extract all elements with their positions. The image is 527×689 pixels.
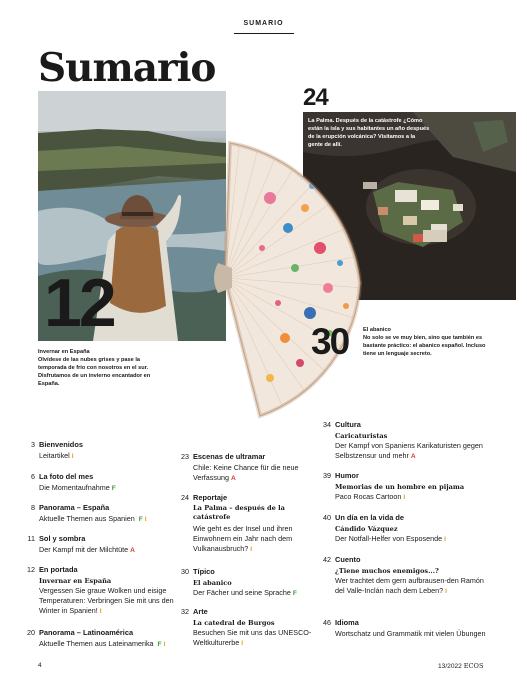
toc-description <box>39 451 189 462</box>
toc-page-number: 42 <box>323 555 331 564</box>
caption-invernar <box>38 348 168 388</box>
toc-page-number: 34 <box>323 420 331 429</box>
toc-article-title: Invernar en España <box>39 577 112 585</box>
toc-section-title: Típico <box>193 567 215 576</box>
toc-page-number: 12 <box>27 565 35 574</box>
toc-description <box>335 576 495 597</box>
level-badge-f: F <box>157 641 162 648</box>
toc-page-number: 24 <box>181 493 189 502</box>
caption-abanico-title: El abanico <box>363 327 391 333</box>
toc-page-number: 6 <box>31 472 35 481</box>
toc-article-title: El abanico <box>193 579 232 587</box>
toc-description-text: Chile: Keine Chance für die neue Verfassung <box>193 463 299 482</box>
toc-page-number: 30 <box>181 567 189 576</box>
toc-section-title: Bienvenidos <box>39 440 83 449</box>
toc-section-title: La foto del mes <box>39 472 94 481</box>
toc-page-number: 40 <box>323 513 331 522</box>
toc-section-title: Cuento <box>335 555 361 564</box>
caption-la-palma-text: ¿Cómo están la isla y sus habitantes un año después de la erupción volcánica? Visitamos a la gente de allí. <box>308 118 430 148</box>
caption-invernar-text: Olvídese de las nubes grises y pase la temporada de frío con nosotros en el sur. Disfrutamos de un invierno encantador en España. <box>38 357 151 387</box>
toc-description <box>39 483 189 494</box>
toc-section-title: Panorama – Latinoamérica <box>39 628 134 637</box>
level-badge: I <box>403 494 406 501</box>
toc-section-title: Humor <box>335 471 359 480</box>
toc-description <box>335 492 495 503</box>
toc-page-number: 46 <box>323 618 331 627</box>
toc-section-title: Sol y sombra <box>39 534 86 543</box>
toc-description-text: Besuchen Sie mit uns das UNESCO-Weltkulturerbe <box>193 628 312 647</box>
level-badge: I <box>445 588 447 595</box>
toc-section-title: Reportaje <box>193 493 228 502</box>
level-badge <box>156 641 166 648</box>
toc-page-number: 23 <box>181 452 189 461</box>
toc-page-number: 11 <box>27 534 35 543</box>
toc-description-text: Paco Rocas Cartoon <box>335 492 402 501</box>
level-badge: A <box>130 547 135 554</box>
toc-article-title: ¿Tiene muchos enemigos...? <box>335 567 439 575</box>
issue-number: 13/2022 <box>438 663 462 670</box>
kicker-underline <box>234 33 294 34</box>
toc-description <box>335 534 495 545</box>
level-badge: A <box>410 453 416 460</box>
level-badge: I <box>99 608 102 615</box>
level-badge: I <box>71 453 74 460</box>
level-badge-f: F <box>138 516 143 523</box>
issue-info <box>438 662 483 670</box>
toc-description-text: Wortschatz und Grammatik mit vielen Übungen <box>335 629 486 638</box>
level-badge: I <box>250 546 253 553</box>
photo-spanish-fan[interactable] <box>200 138 370 423</box>
toc-page-number: 20 <box>27 628 35 637</box>
toc-article-title: La catedral de Burgos <box>193 619 275 627</box>
level-badge: F <box>292 590 297 597</box>
toc-description <box>39 586 191 617</box>
feature-number-30: 30 <box>311 321 349 362</box>
toc-description <box>39 514 189 525</box>
feature-number-24: 24 <box>303 84 328 111</box>
toc-section-title: Panorama – España <box>39 503 110 512</box>
toc-section-title: Cultura <box>335 420 361 429</box>
toc-section-title: Arte <box>193 607 208 616</box>
toc-page-number: 39 <box>323 471 331 480</box>
toc-description-text: Der Kampf von Spaniens Karikaturisten gegen Selbstzensur und mehr <box>335 441 483 460</box>
toc-description <box>193 463 325 484</box>
toc-description <box>193 524 325 555</box>
toc-description <box>193 588 325 599</box>
toc-description-text: Vergessen Sie graue Wolken und eisige Temperaturen: Verbringen Sie mit uns den Winter in Spanien! <box>39 586 174 615</box>
level-badge <box>137 516 147 523</box>
toc-section-title: En portada <box>39 565 78 574</box>
toc-section-title: Escenas de ultramar <box>193 452 266 461</box>
caption-invernar-title: Invernar en España <box>38 349 90 355</box>
toc-description <box>39 639 191 650</box>
toc-description-text: Aktuelle Themen aus Spanien <box>39 514 135 523</box>
level-badge-i: I <box>163 641 166 648</box>
caption-abanico <box>363 326 493 358</box>
toc-column-2 <box>175 452 325 652</box>
toc-description-text: Die Momentaufnahme <box>39 483 110 492</box>
toc-article-title: Cándido Vázquez <box>335 525 398 533</box>
toc-description-text: Der Fächer und seine Sprache <box>193 588 291 597</box>
toc-description-text: Wie geht es der Insel und ihren Einwohnern ein Jahr nach dem Vulkanausbruch? <box>193 524 293 553</box>
toc-column-3 <box>317 420 497 660</box>
toc-description-text: Der Kampf mit der Milchtüte <box>39 545 129 554</box>
toc-description-text: Der Notfall-Helfer von Esposende <box>335 534 443 543</box>
level-badge: F <box>111 485 116 492</box>
toc-page-number: 8 <box>31 503 35 512</box>
toc-description-text: Leitartikel <box>39 451 70 460</box>
toc-section-title: Un día en la vida de <box>335 513 404 522</box>
toc-description <box>39 545 189 556</box>
caption-abanico-text: No solo se ve muy bien, sino que también es bastante práctico: el abanico español. Incluso tiene un lenguaje secreto. <box>363 335 486 357</box>
level-badge-i: I <box>144 516 147 523</box>
toc-description <box>193 628 325 649</box>
toc-page-number: 3 <box>31 440 35 449</box>
toc-section-title: Idioma <box>335 618 359 627</box>
toc-description-text: Wer trachtet dem gern aufbrausen-den Ramón del Valle-Inclán nach dem Leben? <box>335 576 484 595</box>
feature-number-12: 12 <box>44 265 114 341</box>
toc-description-text: Aktuelle Themen aus Lateinamerika <box>39 639 154 648</box>
magazine-brand: ECOS <box>463 662 484 670</box>
toc-description <box>335 441 495 462</box>
toc-article-title: Memorias de un hombre en pijama <box>335 483 465 491</box>
toc-column-1 <box>21 440 181 660</box>
toc-article-title: La Palma – después de la catástrofe <box>193 504 285 521</box>
page-title: Sumario <box>38 45 216 91</box>
level-badge: I <box>444 536 446 543</box>
page-number: 4 <box>38 662 42 669</box>
toc-article-title: Caricaturistas <box>335 432 388 440</box>
level-badge: A <box>230 475 236 482</box>
caption-la-palma-title: La Palma. Después de la catástrofe <box>308 118 402 124</box>
section-kicker: SUMARIO <box>243 20 284 27</box>
toc-page-number: 32 <box>181 607 189 616</box>
level-badge: I <box>241 640 244 647</box>
